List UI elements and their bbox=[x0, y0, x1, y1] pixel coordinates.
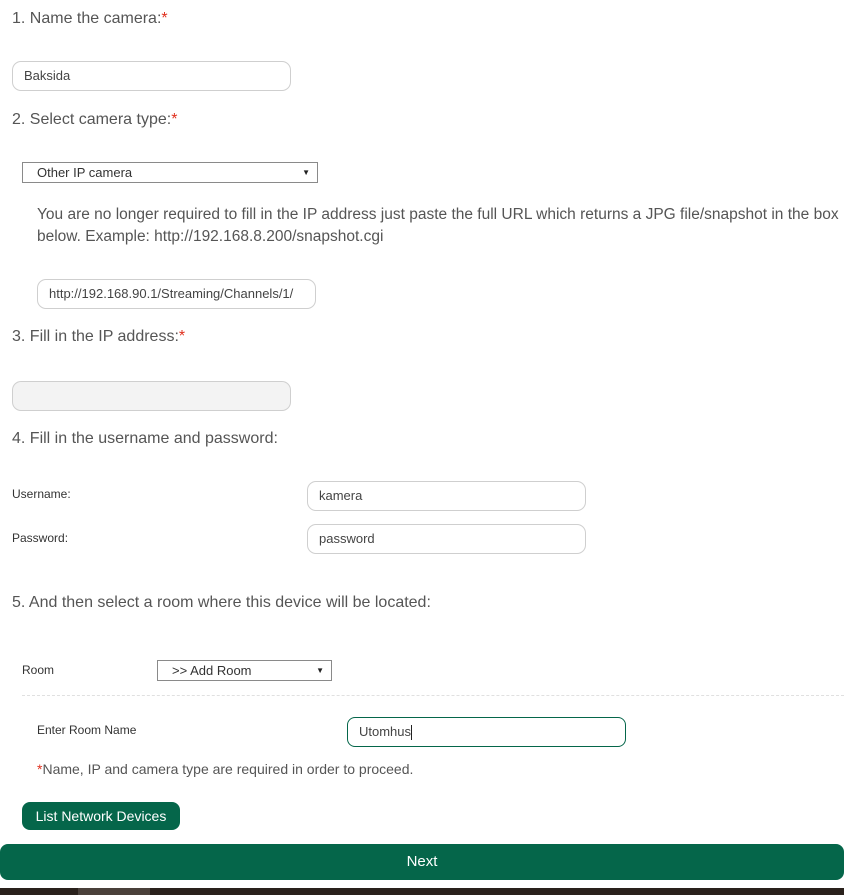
password-input[interactable] bbox=[307, 524, 586, 554]
required-note-text: Name, IP and camera type are required in order to proceed. bbox=[42, 761, 414, 777]
required-mark: * bbox=[171, 111, 178, 128]
username-input[interactable] bbox=[307, 481, 586, 511]
url-info-text: You are no longer required to fill in the IP address just paste the full URL which returns a JPG file/snapshot in the box below. Example: http://192.168.8.200/snapshot.cgi bbox=[37, 206, 839, 245]
step2-label-text: 2. Select camera type: bbox=[12, 111, 172, 128]
room-label: Room bbox=[22, 663, 55, 677]
camera-name-value: Baksida bbox=[24, 68, 71, 83]
step3-label bbox=[12, 328, 185, 346]
snapshot-url-input[interactable] bbox=[37, 279, 316, 309]
text-cursor bbox=[411, 725, 412, 740]
snapshot-url-value: http://192.168.90.1/Streaming/Channels/1/ bbox=[49, 286, 294, 301]
username-value: kamera bbox=[319, 488, 363, 503]
chevron-down-icon: ▼ bbox=[316, 666, 324, 675]
password-label: Password: bbox=[12, 531, 69, 545]
required-mark: * bbox=[37, 761, 43, 777]
ip-address-input[interactable] bbox=[12, 381, 291, 411]
chevron-down-icon: ▼ bbox=[302, 168, 310, 177]
required-note bbox=[37, 761, 413, 777]
username-label: Username: bbox=[12, 487, 71, 501]
camera-name-input[interactable] bbox=[12, 61, 291, 91]
step2-label bbox=[12, 111, 177, 129]
room-select[interactable] bbox=[157, 660, 332, 681]
step1-label bbox=[12, 10, 168, 28]
next-button[interactable]: Next bbox=[0, 844, 844, 880]
divider bbox=[22, 695, 844, 696]
room-name-input[interactable] bbox=[347, 717, 626, 747]
room-selected: >> Add Room bbox=[172, 663, 252, 678]
taskbar-segment bbox=[78, 888, 150, 895]
room-name-label: Enter Room Name bbox=[37, 723, 137, 737]
step1-label-text: 1. Name the camera: bbox=[12, 10, 162, 27]
room-name-value: Utomhus bbox=[359, 724, 412, 739]
camera-type-select[interactable] bbox=[22, 162, 318, 183]
camera-type-selected: Other IP camera bbox=[37, 165, 133, 180]
required-mark: * bbox=[161, 10, 168, 27]
password-value: password bbox=[319, 531, 375, 546]
step5-label: 5. And then select a room where this device will be located: bbox=[12, 594, 431, 611]
required-mark: * bbox=[178, 328, 186, 345]
step4-label: 4. Fill in the username and password: bbox=[12, 430, 278, 447]
step3-label-text: 3. Fill in the IP address: bbox=[12, 328, 179, 345]
list-network-devices-button[interactable]: List Network Devices bbox=[22, 802, 180, 830]
